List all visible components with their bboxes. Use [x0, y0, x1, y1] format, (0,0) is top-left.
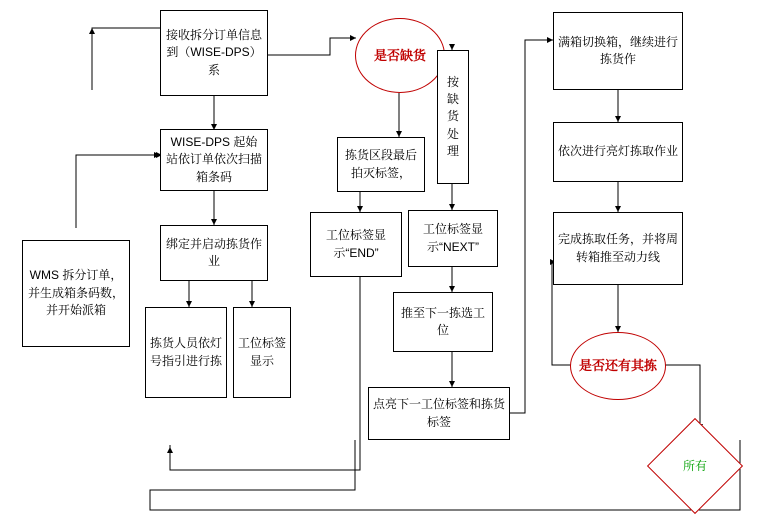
node-all-terminal-label: 所有 [682, 458, 707, 473]
node-full-box-switch: 满箱切换箱，继续进行拣货作 [553, 12, 683, 90]
node-last-section: 拣货区段最后拍灭标签， [337, 137, 425, 192]
node-finish-task: 完成拣取任务，并将周转箱推至动力线 [553, 212, 683, 285]
node-next-label: 工位标签显示“NEXT” [408, 210, 498, 267]
node-shortage-decision: 是否缺货 [355, 18, 445, 93]
node-receive-order: 接收拆分订单信息到（WISE-DPS）系 [160, 10, 268, 96]
node-picker-guided: 拣货人员依灯号指引进行拣 [145, 307, 227, 398]
node-wms: WMS 拆分订单，并生成箱条码数，并开始派箱 [22, 240, 130, 347]
node-station-label-display: 工位标签显示 [233, 307, 291, 398]
node-more-pick-decision: 是否还有其拣 [570, 332, 666, 400]
node-shortage-handling: 按缺货处理 [437, 50, 469, 184]
node-light-pick: 依次进行亮灯拣取作业 [553, 122, 683, 182]
node-scan-barcode: WISE-DPS 起始站依订单依次扫描箱条码 [160, 129, 268, 191]
node-bind-start: 绑定并启动拣货作业 [160, 225, 268, 281]
node-light-next-label: 点亮下一工位标签和拣货标签 [368, 387, 510, 440]
node-push-next-station: 推至下一拣选工位 [393, 292, 493, 352]
node-end-label: 工位标签显示“END” [310, 212, 402, 277]
